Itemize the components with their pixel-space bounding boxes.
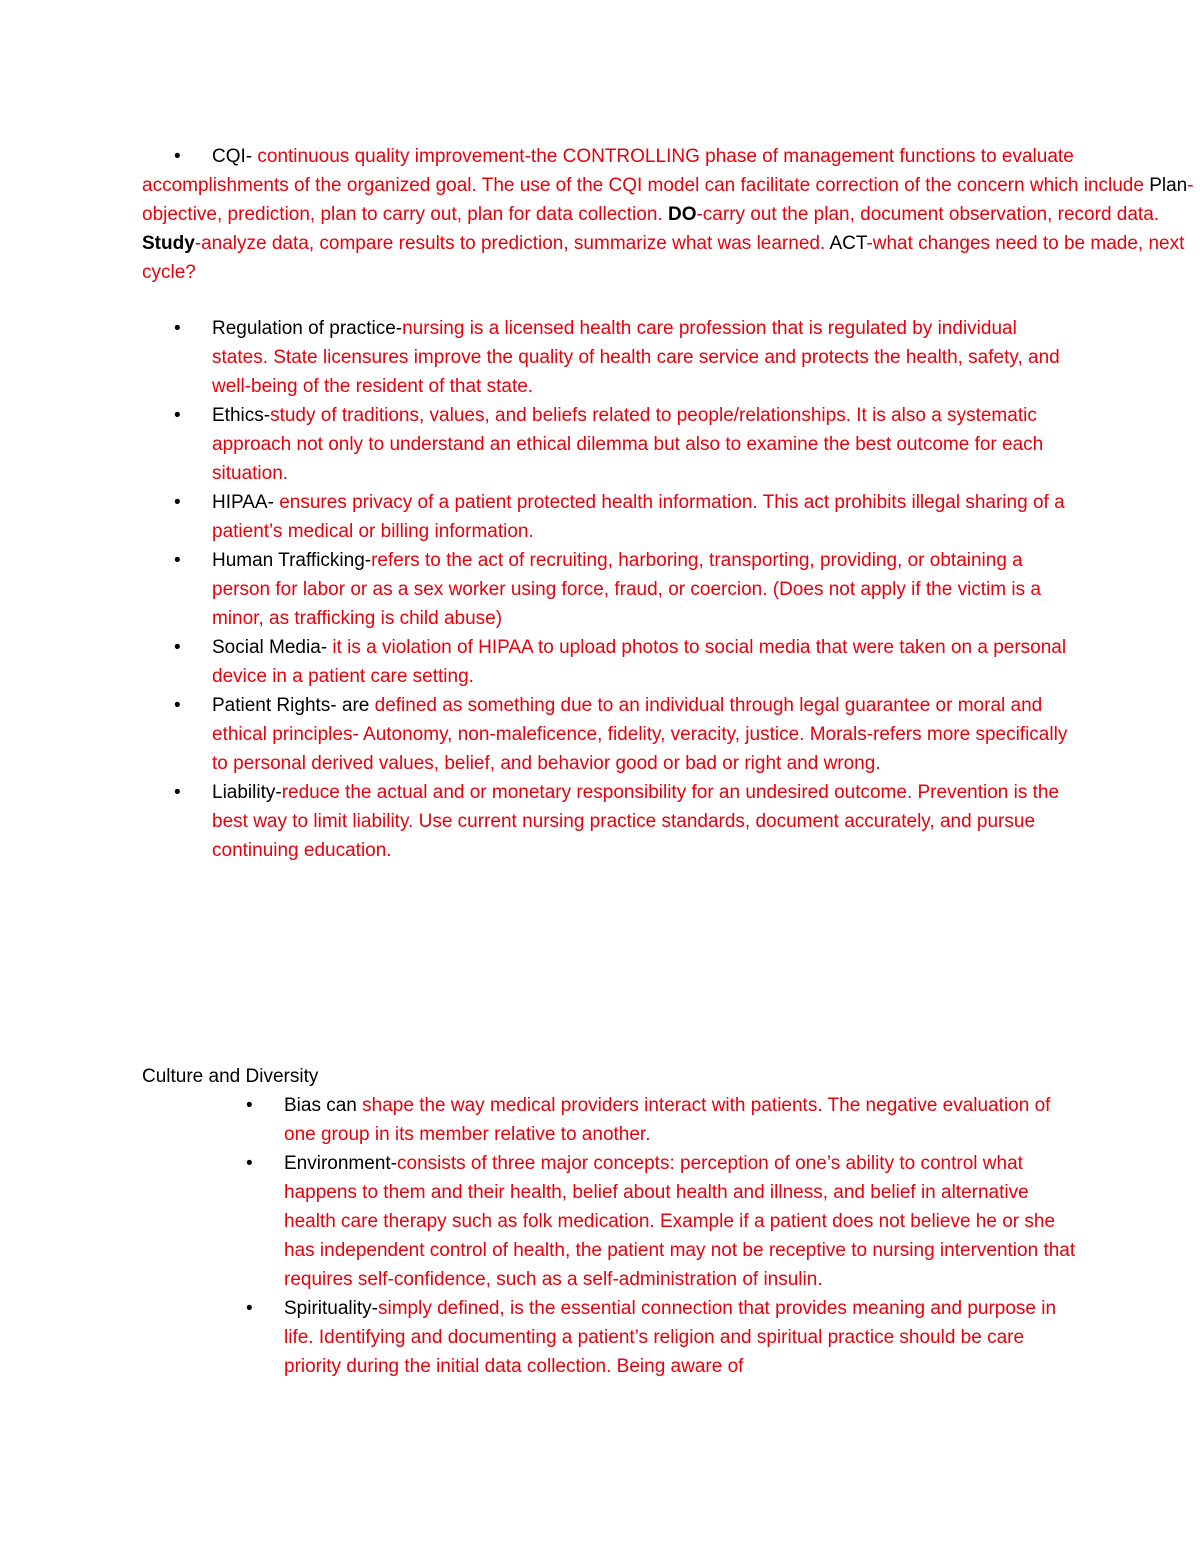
cqi-act-definition: -what changes need to be made, next cycle?	[142, 233, 1185, 283]
cqi-paragraph	[142, 142, 1198, 287]
bullet-icon: •	[174, 550, 181, 571]
item-description: shape the way medical providers interact with patients. The negative evaluation of one group in its member relative to another.	[284, 1095, 1051, 1145]
bullet-icon: •	[174, 405, 181, 426]
item-term: HIPAA-	[212, 492, 274, 513]
bullet-icon: •	[246, 1298, 253, 1319]
item-term: Environment-	[284, 1153, 397, 1174]
bullet-icon: •	[174, 695, 181, 716]
bullet-icon: •	[174, 318, 181, 339]
item-description: study of traditions, values, and beliefs related to people/relationships. It is also a systematic approach not only to understand an ethical dilemma but also to examine the best outcome for each situation.	[212, 405, 1044, 484]
item-term: Bias can	[284, 1095, 357, 1116]
item-term: Liability-	[212, 782, 282, 803]
bullet-icon: •	[174, 492, 181, 513]
item-term: Spirituality-	[284, 1298, 378, 1319]
bullet-icon: •	[174, 782, 181, 803]
item-description: refers to the act of recruiting, harboring, transporting, providing, or obtaining a person for labor or as a sex worker using force, fraud, or coercion. (Does not apply if the victim is a minor, as trafficking is child abuse)	[212, 550, 1041, 629]
item-term: Regulation of practice-	[212, 318, 403, 339]
item-description: simply defined, is the essential connection that provides meaning and purpose in life. Identifying and documenting a patient’s religion and spiritual practice should be care priority during the initial data collection. Being aware of	[284, 1298, 1057, 1377]
bullet-icon: •	[246, 1153, 253, 1174]
list-item	[174, 314, 1072, 401]
bullet-icon: •	[174, 637, 181, 658]
cqi-do-term: DO	[667, 204, 697, 225]
cqi-act-term: ACT	[829, 233, 867, 254]
item-description: ensures privacy of a patient protected health information. This act prohibits illegal sharing of a patient’s medical or billing information.	[212, 492, 1065, 542]
item-description: it is a violation of HIPAA to upload photos to social media that were taken on a personal device in a patient care setting.	[212, 637, 1067, 687]
item-description: nursing is a licensed health care profession that is regulated by individual states. State licensures improve the quality of health care service and protects the health, safety, and well-being of the resident of that state.	[212, 318, 1060, 397]
cqi-plan-term: Plan	[1149, 175, 1188, 196]
cqi-do-definition: -carry out the plan, document observation, record data.	[696, 204, 1160, 225]
item-term: Patient Rights- are	[212, 695, 375, 716]
list-item	[174, 691, 1072, 778]
list-item	[174, 546, 1072, 633]
section-heading: Culture and Diversity	[142, 1066, 319, 1087]
cqi-study-term: Study	[142, 233, 195, 254]
cqi-term: CQI-	[212, 146, 253, 167]
item-description: defined as something due to an individual through legal guarantee or moral and ethical principles- Autonomy, non-maleficence, fidelity, veracity, justice. Morals-refers more specifically to personal derived values, belief, and behavior good or bad or right and wrong.	[212, 695, 1068, 774]
list-item	[174, 633, 1072, 691]
list-item	[174, 488, 1072, 546]
bullet-icon: •	[174, 146, 181, 167]
list-item	[246, 1294, 1084, 1381]
item-term: Social Media-	[212, 637, 328, 658]
cqi-plan-definition: -objective, prediction, plan to carry out, plan for data collection.	[142, 175, 1194, 225]
item-term: Ethics-	[212, 405, 271, 426]
list-item	[174, 401, 1072, 488]
bullet-icon: •	[246, 1095, 253, 1116]
list-item	[246, 1091, 1084, 1149]
culture-topics-list	[246, 1091, 1084, 1381]
item-description: consists of three major concepts: perception of one’s ability to control what happens to them and their health, belief about health and illness, and belief in alternative health care therapy such as folk medication. Example if a patient does not believe he or she has independent control of health, the patient may not be receptive to nursing intervention that requires self-confidence, such as a self-administration of insulin.	[284, 1153, 1076, 1290]
cqi-definition: continuous quality improvement-the CONTROLLING phase of management functions to evaluate accomplishments of the organized goal. The use of the CQI model can facilitate correction of the concern which include	[142, 146, 1150, 196]
item-description: reduce the actual and or monetary responsibility for an undesired outcome. Prevention is the best way to limit liability. Use current nursing practice standards, document accurately, and pursue continuing education.	[212, 782, 1060, 861]
list-item	[174, 778, 1072, 865]
cqi-study-definition: -analyze data, compare results to prediction, summarize what was learned.	[194, 233, 830, 254]
list-item	[246, 1149, 1084, 1294]
item-term: Human Trafficking-	[212, 550, 372, 571]
practice-topics-list	[174, 314, 1072, 865]
